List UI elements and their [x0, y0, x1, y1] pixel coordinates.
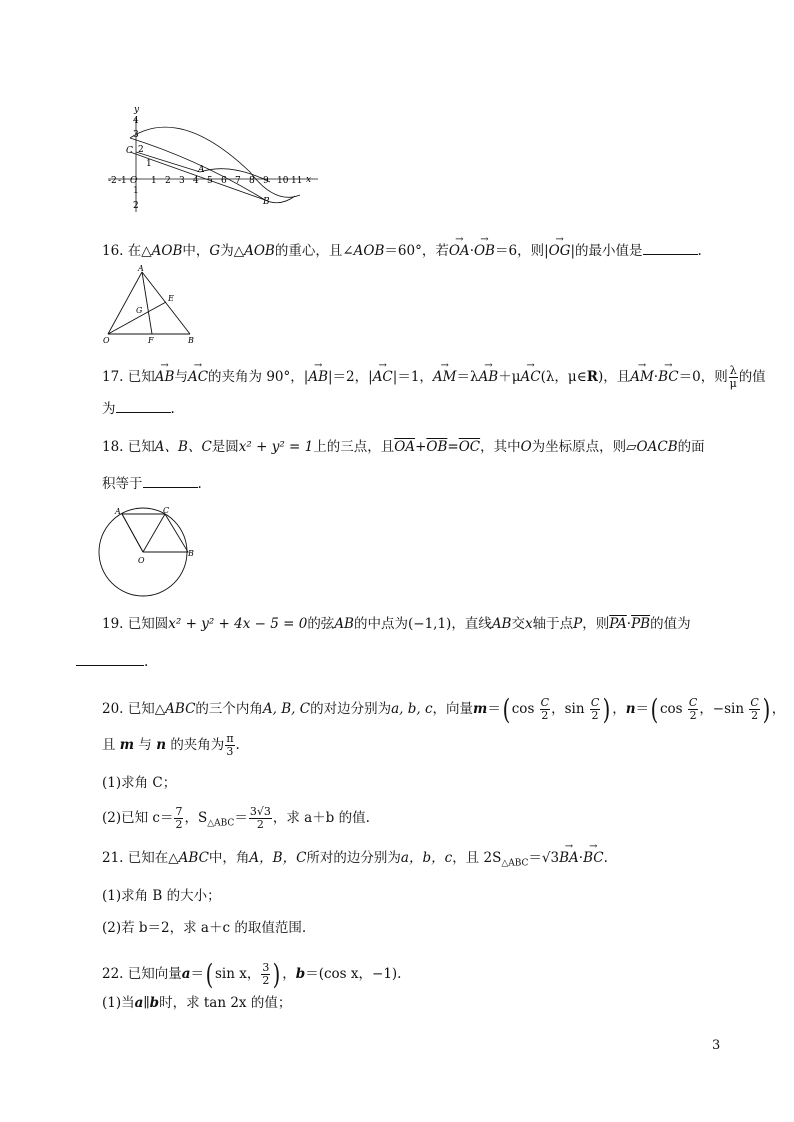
text: 已知△	[127, 701, 166, 717]
point-label-b: B	[263, 197, 270, 207]
text: ＝	[487, 701, 501, 717]
answer-blank[interactable]	[116, 398, 171, 413]
fraction	[174, 806, 183, 831]
vector: → BC	[658, 367, 679, 387]
question-20	[102, 692, 786, 726]
vector-b: b	[295, 966, 306, 982]
point-label-a: A	[115, 507, 121, 516]
text: ，	[282, 966, 296, 982]
text: 与	[174, 369, 188, 385]
text: 且	[102, 737, 116, 753]
question-number: 20.	[102, 701, 124, 717]
fraction	[749, 697, 759, 722]
vector: → AC	[188, 367, 208, 387]
vector: → AB	[155, 367, 175, 387]
text: sin x，	[214, 966, 261, 982]
vector-m: m	[119, 737, 135, 753]
vertex-label-o: O	[103, 336, 110, 345]
text: ＝6，则|	[494, 243, 549, 259]
text: ，−sin	[699, 701, 745, 717]
x-tick: 8	[249, 176, 255, 186]
vector: → AM	[433, 367, 457, 387]
text: 的夹角为	[170, 737, 225, 753]
text: 的对边分别为	[310, 701, 392, 717]
vector: → BA	[559, 848, 579, 868]
y-tick: 4	[133, 116, 139, 126]
text: AOB	[353, 243, 385, 259]
vector: → BC	[583, 848, 604, 868]
denominator: 2	[689, 709, 697, 722]
text: .	[235, 737, 240, 753]
vector-a: a	[134, 995, 144, 1011]
question-number: 22.	[102, 966, 124, 982]
text: 积等于	[102, 476, 143, 492]
text: (2)若 b＝2，求 a＋c 的取值范围.	[102, 920, 307, 936]
text: 的值	[738, 369, 766, 385]
subscript: △ABC	[207, 818, 235, 829]
text: ，且 2S	[452, 850, 502, 866]
text: AB	[491, 616, 512, 632]
denominator: 3	[226, 745, 234, 758]
text: 的重心，且∠	[274, 243, 354, 259]
point-label-b: B	[188, 549, 194, 558]
text: a，b，c	[400, 850, 453, 866]
y-tick: 2	[133, 201, 139, 211]
text: AOB	[244, 243, 275, 259]
text: ＝	[190, 966, 205, 982]
text: 中，角	[208, 850, 250, 866]
point-label-c: C	[163, 506, 170, 515]
numerator: π	[226, 732, 234, 745]
x-tick: 11	[291, 176, 303, 186]
question-18	[102, 437, 705, 457]
vector: → AB	[308, 367, 328, 387]
denominator: 2	[175, 818, 183, 831]
vector-n: n	[625, 701, 636, 717]
numerator: λ	[729, 364, 737, 377]
text: (−1,1)	[407, 616, 452, 632]
text: 交	[511, 616, 525, 632]
x-tick: 5	[207, 176, 213, 186]
numerator: 7	[175, 805, 183, 818]
vector: → OB	[474, 241, 495, 261]
text: 的三个内角	[195, 701, 263, 717]
x-tick: -1	[118, 176, 127, 186]
vector-m: m	[473, 701, 488, 717]
y-axis-label: y	[134, 105, 140, 115]
text: |＝2，|	[328, 369, 373, 385]
paren-close: )	[602, 692, 611, 726]
text: ＝(cos x，−1).	[305, 966, 402, 982]
question-17-line-2	[102, 398, 175, 419]
vector: $\overline{PA}$	[609, 616, 627, 632]
text: O	[520, 439, 532, 455]
point-label-g: G	[136, 306, 143, 315]
question-number: 17.	[102, 369, 124, 385]
x-tick: 9	[263, 176, 269, 186]
vector: $\overline{PB}$	[631, 616, 651, 632]
text: 已知	[127, 439, 155, 455]
numerator: 3√3	[249, 805, 271, 818]
y-tick: 1	[133, 186, 139, 196]
text: |＝1，	[392, 369, 433, 385]
text: AOB	[151, 243, 183, 259]
text: 的弦	[307, 616, 335, 632]
text: 中，	[182, 243, 210, 259]
text: ，直线	[451, 616, 492, 632]
question-21	[102, 848, 608, 874]
text: ，则	[582, 616, 610, 632]
text: .	[170, 401, 175, 417]
text: .	[197, 476, 202, 492]
text: ＝√3	[528, 850, 560, 866]
numerator: C	[688, 696, 698, 709]
text: 的夹角为 90°，|	[208, 369, 309, 385]
fraction	[688, 697, 698, 722]
text: ，S	[184, 810, 208, 826]
text: ·	[626, 616, 632, 632]
paren-open: (	[502, 692, 511, 726]
text: ，sin	[551, 701, 585, 717]
text: ，求 a＋b 的值.	[272, 810, 370, 826]
question-18-line-2	[102, 473, 202, 494]
question-20-line-2	[102, 733, 240, 758]
text: (1)求角 B 的大小；	[102, 888, 221, 904]
question-19	[102, 614, 691, 634]
text: 已知圆	[127, 616, 169, 632]
text: R	[586, 369, 598, 385]
triangle-figure	[98, 262, 208, 347]
y-tick: 2	[138, 145, 144, 155]
equation: x² + y² + 4x − 5 = 0	[168, 616, 308, 632]
denominator: 2	[591, 709, 599, 722]
denominator: 2	[256, 818, 264, 831]
paren-open: (	[650, 692, 659, 726]
text: ，	[771, 701, 786, 717]
text: ，	[612, 701, 626, 717]
text: ＝λ	[456, 369, 479, 385]
vector: $\overline{OA}$	[394, 439, 416, 455]
text: P	[573, 616, 583, 632]
question-16	[102, 240, 702, 261]
vector: $\overline{OB}$	[426, 439, 448, 455]
x-tick: 3	[179, 176, 185, 186]
text: 上的三点，且	[313, 439, 395, 455]
y-tick: 1	[146, 159, 152, 169]
text: ＋μ	[498, 369, 521, 385]
fraction	[590, 697, 600, 722]
answer-blank[interactable]	[76, 651, 144, 666]
coordinate-figure	[100, 100, 325, 215]
text: 为	[102, 401, 116, 417]
fraction	[540, 697, 550, 722]
text: ＝0，则	[678, 369, 728, 385]
question-number: 16.	[102, 243, 124, 259]
denominator: 2	[262, 974, 270, 987]
text: ，向量	[432, 701, 474, 717]
paren-close: )	[272, 957, 281, 991]
question-20-part-2	[102, 806, 370, 834]
vector: → AM	[630, 367, 654, 387]
text: (1)求角 C；	[102, 775, 177, 791]
denominator: 2	[751, 709, 759, 722]
text: 所对的边分别为	[306, 850, 401, 866]
point-label-c: C	[126, 146, 133, 156]
question-17	[102, 365, 766, 390]
text: .	[697, 243, 702, 259]
text: 是圆	[211, 439, 239, 455]
text: (λ，μ∈	[540, 369, 587, 385]
text: AB	[334, 616, 354, 632]
subscript: △ABC	[501, 858, 529, 869]
paren-close: )	[762, 692, 771, 726]
fraction	[261, 962, 270, 987]
paren-open: (	[205, 957, 214, 991]
fraction	[729, 365, 738, 390]
x-tick: 6	[221, 176, 227, 186]
text: ＝60°，若	[384, 243, 449, 259]
answer-blank[interactable]	[143, 473, 198, 488]
vector-a: a	[181, 966, 191, 982]
denominator: 2	[541, 709, 549, 722]
text: A、B、C	[154, 439, 212, 455]
text: 时，求 tan 2x 的值；	[159, 995, 292, 1011]
x-axis-label: x	[306, 175, 312, 185]
text: ，其中	[480, 439, 521, 455]
text: 的面	[677, 439, 705, 455]
vertex-label-a: A	[138, 264, 144, 273]
page-number: 3	[712, 1038, 721, 1053]
numerator: C	[540, 696, 550, 709]
numerator: 3	[262, 961, 270, 974]
text: ABC	[178, 850, 209, 866]
vector: → OG	[549, 241, 571, 261]
question-19-line-2	[76, 651, 148, 672]
text: .	[603, 850, 608, 866]
text: 的中点为	[353, 616, 408, 632]
vector: → OA	[449, 241, 470, 261]
text: ＝	[234, 810, 248, 826]
question-21-part-1	[102, 886, 221, 906]
point-label-f: F	[148, 336, 154, 345]
answer-blank[interactable]	[643, 240, 698, 255]
fraction	[249, 806, 272, 831]
question-number: 19.	[102, 616, 124, 632]
text: 已知	[127, 369, 155, 385]
point-label-o: O	[138, 556, 145, 565]
vector: → AC	[373, 367, 393, 387]
text: 轴于点	[532, 616, 574, 632]
x-tick: -2	[108, 176, 117, 186]
vector: → AB	[479, 367, 499, 387]
y-tick: 3	[133, 130, 139, 140]
text: 已知向量	[127, 966, 182, 982]
text: 为坐标原点，则	[531, 439, 627, 455]
circle-figure	[95, 502, 205, 602]
text: G	[209, 243, 221, 259]
text: ABC	[165, 701, 196, 717]
question-21-part-2	[102, 918, 306, 938]
x-tick: 2	[165, 176, 171, 186]
text: ·	[469, 243, 474, 259]
question-20-part-1	[102, 773, 176, 793]
question-number: 18.	[102, 439, 124, 455]
text: ·	[578, 850, 584, 866]
text: +	[415, 439, 427, 455]
text: 为△	[220, 243, 245, 259]
text: .	[144, 654, 149, 670]
x-tick: 10	[277, 176, 289, 186]
text: cos	[659, 701, 683, 717]
point-label-a: A	[198, 165, 205, 175]
text: )，且	[597, 369, 631, 385]
text: (2)已知 c＝	[102, 810, 174, 826]
text: x	[524, 616, 533, 632]
vector: $\overline{OC}$	[458, 439, 481, 455]
vector: → AC	[521, 367, 541, 387]
point-label-e: E	[168, 294, 174, 303]
text: (1)当	[102, 995, 135, 1011]
question-number: 21.	[102, 850, 124, 866]
question-22	[102, 957, 402, 991]
parallelogram-symbol: ▱OACB	[626, 439, 678, 455]
question-22-part-1	[102, 993, 291, 1013]
vector-n: n	[156, 737, 167, 753]
text: 与	[138, 737, 152, 753]
text: cos	[511, 701, 535, 717]
vertex-label-b: B	[188, 336, 194, 345]
x-tick: O	[130, 176, 138, 186]
text: 的值为	[650, 616, 691, 632]
denominator: μ	[729, 377, 737, 390]
x-tick: 4	[193, 176, 199, 186]
text: A, B, C	[262, 701, 311, 717]
text: 已知在△	[127, 850, 179, 866]
x-tick: 7	[235, 176, 241, 186]
text: =	[447, 439, 459, 455]
x-tick: 1	[151, 176, 157, 186]
vector-b: b	[149, 995, 160, 1011]
text: |的最小值是	[570, 243, 643, 259]
text: ＝	[635, 701, 650, 717]
numerator: C	[590, 696, 600, 709]
text: 在△	[127, 243, 152, 259]
text: ∥	[143, 995, 150, 1011]
text: a, b, c	[391, 701, 433, 717]
numerator: C	[750, 696, 759, 709]
text: A，B，C	[249, 850, 307, 866]
equation: x² + y² = 1	[238, 439, 314, 455]
text: ·	[653, 369, 659, 385]
fraction	[225, 733, 234, 758]
